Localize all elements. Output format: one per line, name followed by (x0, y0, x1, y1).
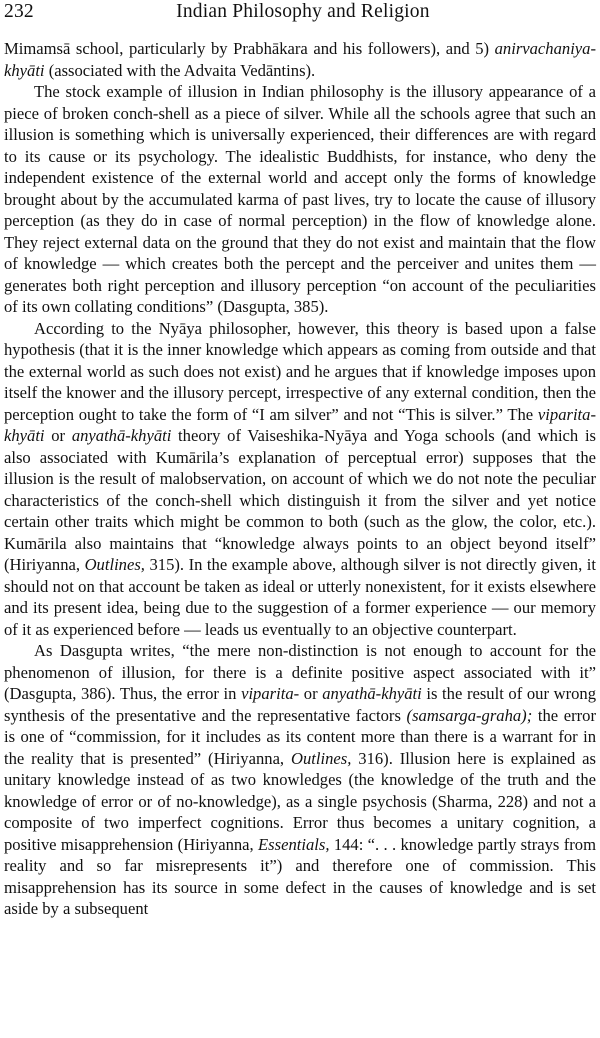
text-run: (associated with the Advaita Vedāntins). (44, 60, 316, 80)
text-run: The stock example of illusion in Indian philosophy is the illusory appearance of a piece of broken conch-shell as a piece of silver. While all the schools agree that such an illusion is something which is universally experienced, their differences are with regard to its cause or its psychology. The idealistic Buddhists, for instance, who deny the independent existence of the external world and accept only the forms of knowledge brought about by the accumulated karma of past lives, try to locate the cause of illusory perception (as they do in case of normal perception) in the flow of knowledge alone. They reject external data on the ground that they do not exist and maintain that the flow of knowledge — which creates both the percept and the perceiver and unites them — generates both right perception and illusory perception “on account of the peculiarities of its own collating conditions” (Dasgupta, 385). (4, 82, 596, 316)
running-title: Indian Philosophy and Religion (176, 1, 430, 23)
text-run: 144: “. . . knowledge partly strays from reality and so far misrepresents it”) and therefore one of commission. This misapprehension has its source in some defect in the causes of knowledge and is set aside by a subsequent (4, 834, 596, 918)
page-number: 232 (4, 1, 34, 23)
text-run: the error is one of “commission, for it includes as its content more than there is a warrant for in the reality that is presented” (Hiriyanna, (4, 705, 596, 768)
text-run: According to the Nyāya philosopher, however, this theory is based upon a false hypothesis (that it is the inner knowledge which appears as coming from outside and that the external world as such does not exist) and he argues that if knowledge imposes upon itself the knower and the illusory percept, irrespective of any external condition, then the perception ought to take the form of “I am silver” and not “This is silver.” The (4, 318, 596, 424)
text-run: or (44, 426, 72, 445)
page-header (4, 0, 596, 24)
paragraph (4, 38, 596, 81)
italic-text: anirvachaniya-khyāti (4, 39, 596, 80)
paragraph (4, 640, 596, 920)
italic-text: Outlines, (84, 555, 145, 574)
text-run: Mimamsā school, particularly by Prabhākara and his followers), and 5) (4, 39, 495, 58)
italic-text: Essentials, (258, 834, 330, 854)
italic-text: Outlines, (290, 748, 352, 768)
text-run: theory of Vaiseshika-Nyāya and Yoga schools (and which is also associated with Kumārila’s explanation of perceptual error) supposes that the illusion is the result of malobservation, on account of which we do not note the peculiar characteristics of the conch-shell which distinguish it from the silver and yet notice certain other traits which might be common to both (such as the glow, the color, etc.). Kumārila also maintains that “knowledge always points to an object beyond itself” (Hiriyanna, (4, 426, 597, 574)
italic-text: viparita- (241, 684, 300, 703)
italic-text: (samsarga-graha); (406, 705, 533, 725)
italic-text: anyathā-khyāti (71, 426, 172, 445)
text-run: 315). In the example above, although silver is not directly given, it should not on that account be taken as ideal or utterly nonexistent, for it exists elsewhere and its present idea, being due to the suggestion of a former experience — our memory of it as experienced before — leads us eventually to an objective counterpart. (4, 555, 596, 639)
text-run: is the result of our wrong synthesis of the presentative and the representative factors (4, 684, 596, 725)
text-run: 316). Illusion here is explained as unitary knowledge instead of as two knowledges (the knowledge of the truth and the knowledge of error or of no-knowledge), as a single psychosis (Sharma, 228) and not a composite of two imperfect cognitions. Error thus becomes a unitary cognition, a positive misapprehension (Hiriyanna, (4, 748, 596, 854)
text-run: As Dasgupta writes, “the mere non-distinction is not enough to account for the phenomenon of illusion, for there is a definite positive aspect associated with it” (Dasgupta, 386). Thus, the error in (4, 641, 596, 703)
paragraph (4, 318, 596, 641)
paragraph (4, 81, 596, 318)
page-body (4, 38, 596, 920)
italic-text: anyathā-khyāti (322, 684, 422, 703)
italic-text: viparita-khyāti (4, 404, 596, 445)
text-run: or (299, 684, 323, 703)
